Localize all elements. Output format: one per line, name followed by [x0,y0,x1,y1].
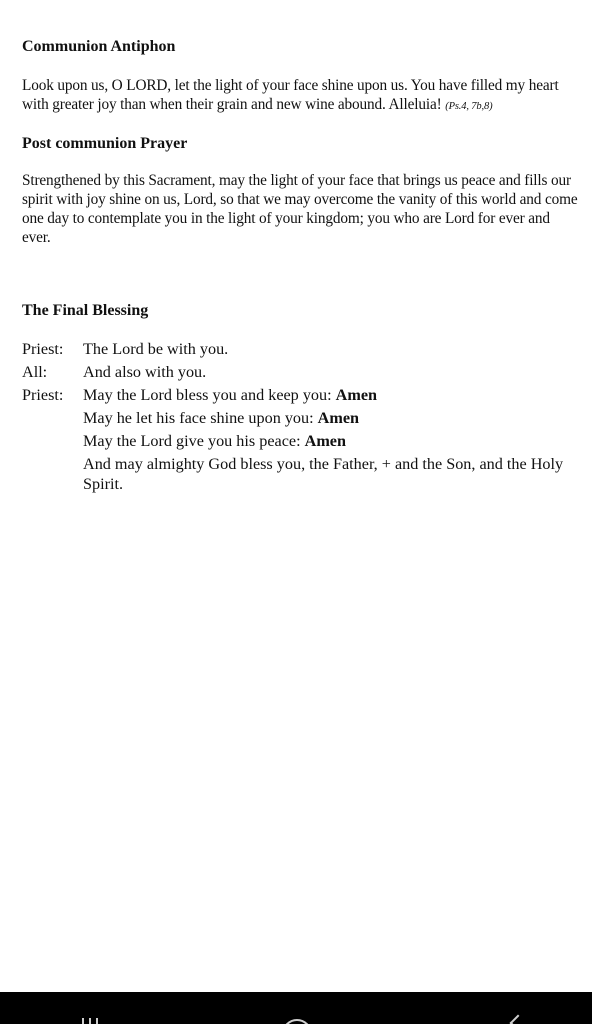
dialog-line [83,407,582,430]
dialog-line-text: And also with you. [83,363,207,381]
final-blessing-dialog [22,338,582,496]
communion-antiphon-heading: Communion Antiphon [22,38,176,55]
post-communion-text: Strengthened by this Sacrament, may the light of your face that brings us peace and fills our spirit with joy shine on us, Lord, so that we may overcome the vanity of this world and come one day to contemplate you in the light of your kingdom; you who are Lord for ever and ever. [22,172,578,246]
dialog-row [22,430,582,453]
back-button[interactable] [480,992,540,1024]
dialog-line [83,430,582,453]
speaker-label [22,430,83,453]
dialog-row [22,453,582,496]
scripture-citation: (Ps.4, 7b,8) [445,101,493,112]
dialog-line-text: May the Lord give you his peace: [83,432,305,450]
recents-button[interactable] [66,992,126,1024]
amen-response: Amen [317,409,360,427]
system-navigation-bar [0,992,592,1024]
home-icon [282,1019,312,1024]
speaker-label: Priest: [22,340,64,358]
dialog-line-text: May the Lord bless you and keep you: [83,386,336,404]
dialog-row [22,384,582,407]
amen-response: Amen [335,386,378,404]
home-button[interactable] [266,992,326,1024]
dialog-line-text: And may almighty God bless you, the Father, + and the Son, and the Holy Spirit. [83,455,564,493]
dialog-line [83,338,582,361]
speaker-label: All: [22,363,48,381]
dialog-row [22,407,582,430]
back-icon [510,1015,527,1024]
dialog-row [22,338,582,361]
speaker-label [22,453,83,496]
dialog-line-text: May he let his face shine upon you: [83,409,318,427]
recents-icon [82,1018,98,1024]
communion-antiphon-text [22,76,582,116]
dialog-row [22,361,582,384]
amen-response: Amen [304,432,346,450]
dialog-line-text: The Lord be with you. [83,340,229,358]
speaker-label: Priest: [22,386,64,404]
dialog-line [83,384,582,407]
final-blessing-heading: The Final Blessing [22,302,149,319]
dialog-line [83,361,582,384]
dialog-line [83,453,582,496]
speaker-label [22,407,83,430]
post-communion-heading: Post communion Prayer [22,135,188,152]
communion-antiphon-body: Look upon us, O LORD, let the light of your face shine upon us. You have filled my heart with greater joy than when their grain and new wine abound. Alleluia! [22,77,559,113]
